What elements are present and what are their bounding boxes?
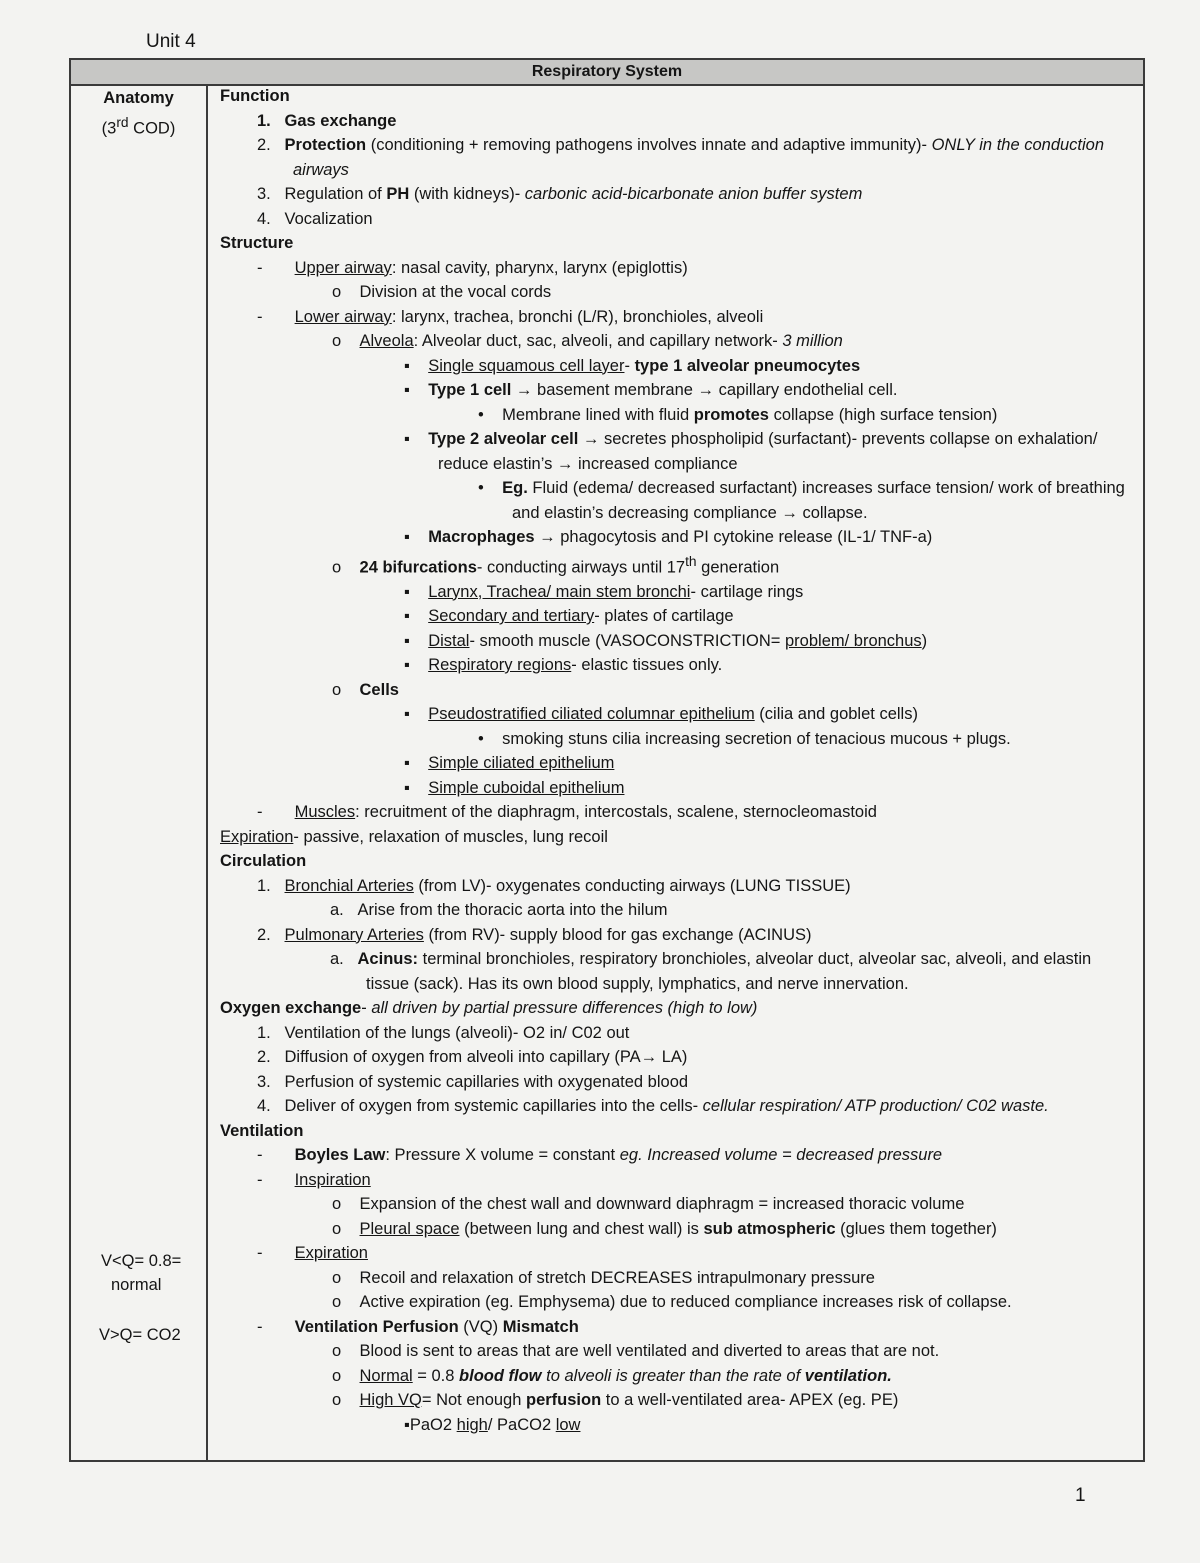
- vq-co2-label: V>Q= CO2: [99, 1326, 181, 1344]
- note-line: 1. Gas exchange: [257, 111, 397, 130]
- note-line: o Pleural space (between lung and chest wall) is sub atmospheric (glues them together): [332, 1219, 997, 1238]
- vq-normal-sub: normal: [111, 1276, 162, 1294]
- note-line: o Normal = 0.8 blood flow to alveoli is greater than the rate of ventilation.: [332, 1366, 892, 1385]
- note-line: 2. Protection (conditioning + removing pathogens involves innate and adaptive immunity)- ONLY in the conduction airways: [257, 136, 1105, 179]
- note-line: - Muscles: recruitment of the diaphragm, intercostals, scalene, sternocleomastoid: [257, 803, 877, 821]
- note-line: 2. Diffusion of oxygen from alveoli into capillary (PA→ LA): [257, 1048, 688, 1066]
- note-line: ▪ Type 1 cell → basement membrane → capillary endothelial cell.: [404, 381, 898, 399]
- note-line: ▪PaO2 high/ PaCO2 low: [404, 1415, 581, 1434]
- note-line: ▪ Secondary and tertiary- plates of cartilage: [404, 607, 734, 625]
- note-line: o Cells: [332, 680, 399, 699]
- note-line: 2. Pulmonary Arteries (from RV)- supply blood for gas exchange (ACINUS): [257, 925, 812, 944]
- note-line: 3. Perfusion of systemic capillaries with oxygenated blood: [257, 1072, 689, 1091]
- note-line: - Boyles Law: Pressure X volume = constant eg. Increased volume = decreased pressure: [257, 1146, 943, 1164]
- note-line: a. Acinus: terminal bronchioles, respiratory bronchioles, alveolar duct, alveolar sac, alveoli, and elastin tissue (sack). Has its own blood supply, lymphatics, and nerve innervation.: [330, 950, 1092, 993]
- note-line: Structure: [220, 234, 294, 252]
- note-line: • Membrane lined with fluid promotes collapse (high surface tension): [478, 405, 998, 424]
- note-line: o Active expiration (eg. Emphysema) due to reduced compliance increases risk of collapse.: [332, 1293, 1012, 1311]
- left-column: [71, 84, 208, 1460]
- note-line: Ventilation: [220, 1121, 304, 1140]
- note-line: o 24 bifurcations- conducting airways until 17th generation: [332, 553, 780, 576]
- anatomy-heading: Anatomy: [103, 89, 174, 107]
- cod-label: (3rd COD): [101, 114, 176, 137]
- note-line: 1. Bronchial Arteries (from LV)- oxygenates conducting airways (LUNG TISSUE): [257, 876, 851, 895]
- note-line: o High VQ= Not enough perfusion to a well-ventilated area- APEX (eg. PE): [332, 1391, 899, 1409]
- note-line: a. Arise from the thoracic aorta into the hilum: [330, 901, 668, 919]
- vq-normal-label: V<Q= 0.8=: [101, 1252, 182, 1270]
- note-line: ▪ Pseudostratified ciliated columnar epithelium (cilia and goblet cells): [404, 705, 918, 723]
- notes-column: [220, 84, 1135, 1437]
- note-line: • Eg. Fluid (edema/ decreased surfactant) increases surface tension/ work of breathing and elastin’s decreasing compliance → collapse.: [478, 479, 1125, 522]
- note-line: Oxygen exchange- all driven by partial pressure differences (high to low): [220, 999, 758, 1017]
- note-line: o Division at the vocal cords: [332, 283, 552, 301]
- note-line: ▪ Type 2 alveolar cell → secretes phospholipid (surfactant)- prevents collapse on exhalation/ reduce elastin’s → increased compliance: [404, 430, 1098, 473]
- note-line: 4. Deliver of oxygen from systemic capillaries into the cells- cellular respiration/ ATP production/ C02 waste.: [257, 1097, 1049, 1115]
- note-line: ▪ Distal- smooth muscle (VASOCONSTRICTION= problem/ bronchus): [404, 631, 928, 650]
- notes-table: [69, 58, 1145, 1462]
- note-line: ▪ Macrophages → phagocytosis and PI cytokine release (IL-1/ TNF-a): [404, 528, 933, 546]
- note-line: 1. Ventilation of the lungs (alveoli)- O2 in/ C02 out: [257, 1023, 630, 1042]
- note-line: ▪ Simple cuboidal epithelium: [404, 778, 625, 797]
- unit-label: Unit 4: [146, 31, 196, 52]
- table-title: Respiratory System: [71, 60, 1143, 86]
- note-line: Function: [220, 87, 290, 105]
- note-line: Circulation: [220, 852, 307, 870]
- note-line: 3. Regulation of PH (with kidneys)- carbonic acid-bicarbonate anion buffer system: [257, 185, 863, 203]
- note-line: - Inspiration: [257, 1170, 371, 1189]
- note-line: - Upper airway: nasal cavity, pharynx, larynx (epiglottis): [257, 258, 688, 277]
- note-line: Expiration- passive, relaxation of muscles, lung recoil: [220, 827, 608, 846]
- note-line: - Expiration: [257, 1244, 368, 1262]
- note-line: - Ventilation Perfusion (VQ) Mismatch: [257, 1317, 579, 1336]
- note-line: ▪ Larynx, Trachea/ main stem bronchi- cartilage rings: [404, 582, 804, 601]
- page-number: 1: [1075, 1485, 1086, 1506]
- note-line: ▪ Respiratory regions- elastic tissues only.: [404, 656, 723, 674]
- note-line: o Recoil and relaxation of stretch DECREASES intrapulmonary pressure: [332, 1268, 875, 1287]
- note-line: - Lower airway: larynx, trachea, bronchi (L/R), bronchioles, alveoli: [257, 307, 764, 326]
- note-line: • smoking stuns cilia increasing secretion of tenacious mucous + plugs.: [478, 729, 1011, 748]
- note-line: o Blood is sent to areas that are well ventilated and diverted to areas that are not.: [332, 1342, 940, 1360]
- note-line: ▪ Simple ciliated epithelium: [404, 754, 615, 772]
- note-line: ▪ Single squamous cell layer- type 1 alveolar pneumocytes: [404, 356, 861, 375]
- note-line: o Expansion of the chest wall and downward diaphragm = increased thoracic volume: [332, 1195, 965, 1213]
- note-line: 4. Vocalization: [257, 209, 373, 228]
- note-line: o Alveola: Alveolar duct, sac, alveoli, and capillary network- 3 million: [332, 332, 843, 350]
